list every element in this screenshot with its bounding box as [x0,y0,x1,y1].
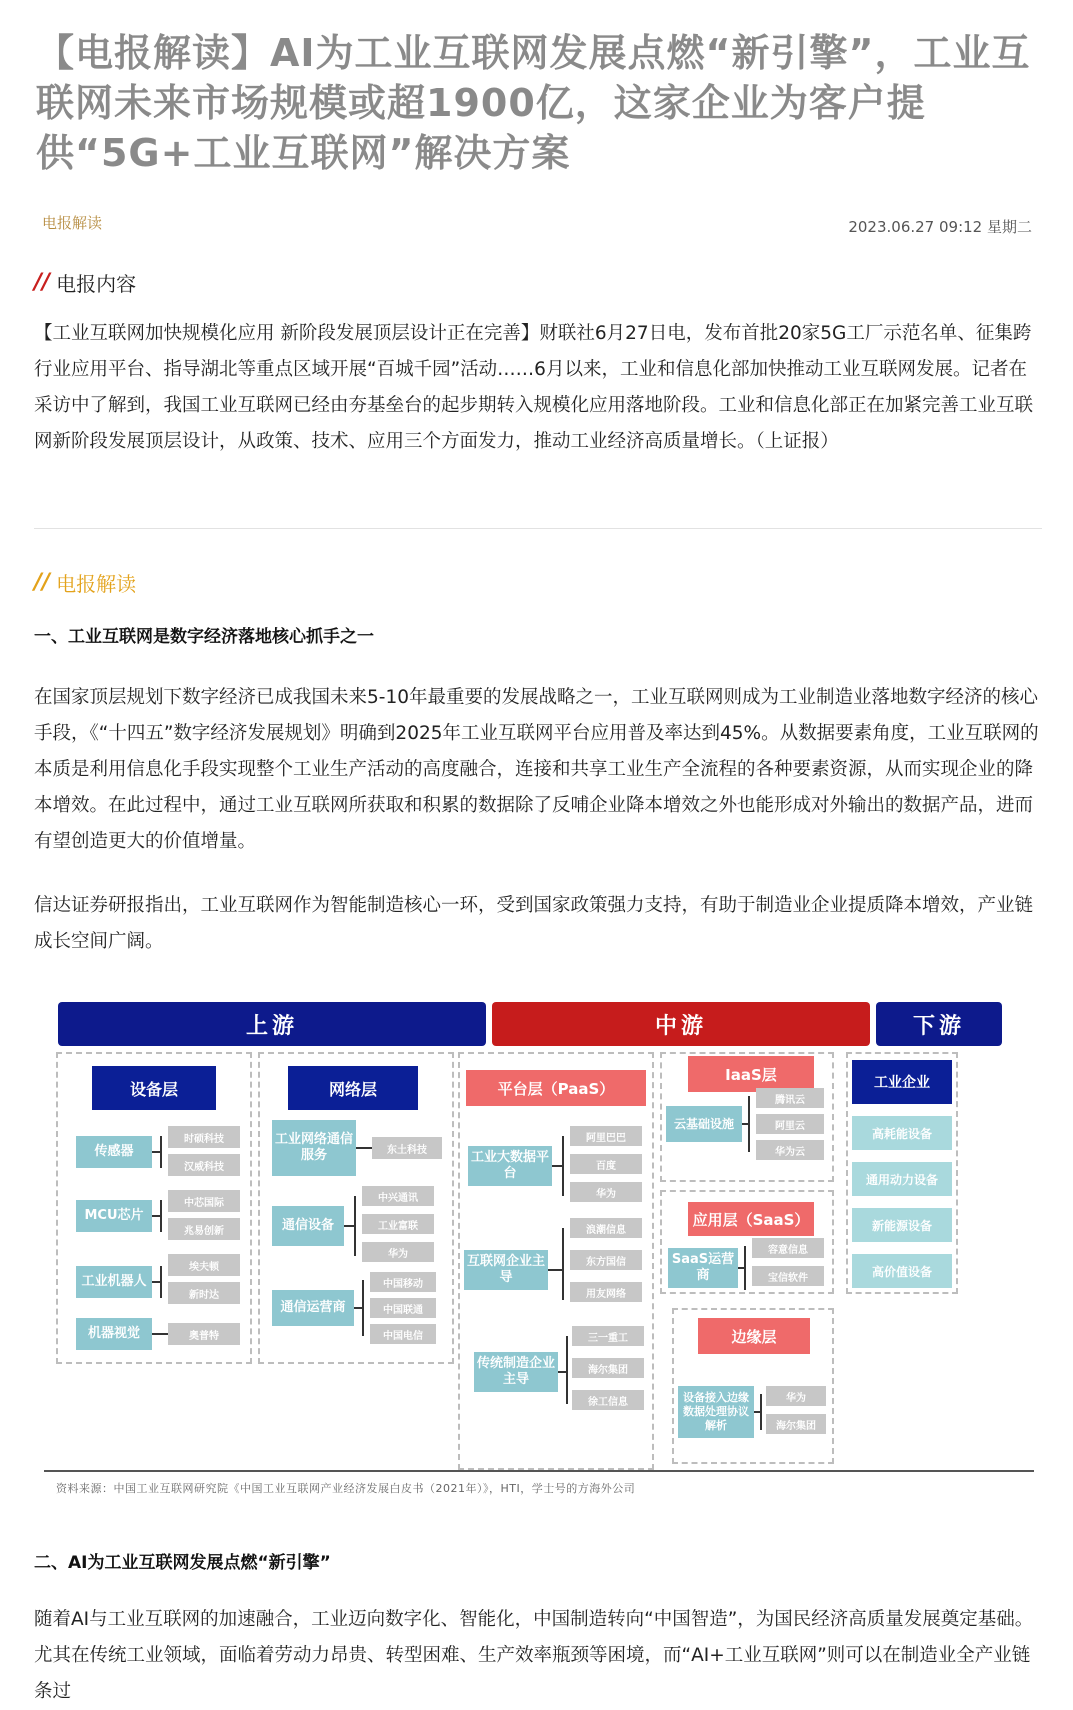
connector [160,1266,162,1298]
paragraph-two: 在国家顶层规划下数字经济已成我国未来5-10年最重要的发展战略之一，工业互联网则成为工业制造业落地数字经济的核心手段，《“十四五”数字经济发展规划》明确到2025年工业互联网平台应用普及率达到45%。从数据要素角度，工业互联网的本质是利用信息化手段实现整个工业生产活动的高度融合，连接和共享工业生产全流程的各种要素资源，从而实现企业的降本增效。在此过程中，通过工业互联网所获取和积累的数据除了反哺企业降本增效之外也能形成对外输出的数据产品，进而有望创造更大的价值增量。 [34,687,1039,852]
edge-leaf: 海尔集团 [766,1414,826,1434]
device-layer-label: 设备层 [92,1066,216,1110]
section-heading-content [34,268,136,297]
enterprise-label: 工业企业 [852,1060,952,1104]
band-upstream: 上游 [58,1002,486,1046]
connector [152,1215,160,1217]
diagram-baseline [44,1470,1034,1472]
section-divider [34,528,1042,529]
connector [562,1136,564,1196]
edge-node: 设备接入边缘数据处理协议解析 [678,1386,754,1438]
section-heading-interpretation [34,568,136,597]
platform-leaf: 用友网络 [570,1282,642,1302]
iaas-leaf: 阿里云 [756,1114,824,1134]
enterprise-item: 新能源设备 [852,1208,952,1242]
iaas-leaf: 腾讯云 [756,1088,824,1108]
network-layer-label: 网络层 [288,1066,418,1110]
band-downstream: 下游 [876,1002,1002,1046]
connector [760,1394,762,1430]
band-midstream: 中游 [492,1002,870,1046]
device-node: MCU芯片 [76,1200,152,1232]
saas-node: SaaS运营商 [668,1248,738,1288]
network-leaf: 中国电信 [370,1324,436,1344]
enterprise-item: 高耗能设备 [852,1116,952,1150]
device-leaf: 埃夫顿 [168,1254,240,1276]
platform-leaf: 海尔集团 [572,1358,644,1378]
network-leaf: 中国移动 [370,1272,436,1292]
edge-leaf: 华为 [766,1386,826,1406]
connector [152,1151,160,1153]
device-node: 传感器 [76,1136,152,1168]
platform-node: 互联网企业主导 [464,1250,548,1290]
device-node: 工业机器人 [76,1266,152,1298]
network-leaf: 工业富联 [362,1214,434,1234]
connector [748,1096,750,1152]
article-title: 【电报解读】AI为工业互联网发展点燃“新引擎”，工业互联网未来市场规模或超1900亿，这家企业为客户提供“5G+工业互联网”解决方案 [36,31,1031,175]
device-leaf: 汉威科技 [168,1154,240,1176]
publish-datetime: 2023.06.27 09:12 星期二 [848,218,1032,236]
diagram-source: 资料来源：中国工业互联网研究院《中国工业互联网产业经济发展白皮书（2021年）》，HTI，学士号的方海外公司 [56,1482,636,1495]
paragraph-four: 随着AI与工业互联网的加速融合，工业迈向数字化、智能化，中国制造转向“中国智造”，为国民经济高质量发展奠定基础。尤其在传统工业领域，面临着劳动力昂贵、转型困难、生产效率瓶颈等困境，而“AI+工业互联网”则可以在制造业全产业链条过 [34,1609,1034,1702]
content-paragraph: 【工业互联网加快规模化应用 新阶段发展顶层设计正在完善】财联社6月27日电，发布首批20家5G工厂示范名单、征集跨行业应用平台、指导湖北等重点区域开展“百城千园”活动……6月以来，工业和信息化部加快推动工业互联网发展。记者在采访中了解到，我国工业互联网已经由夯基垒台的起步期转入规模化应用落地阶段。工业和信息化部正在加紧完善工业互联网新阶段发展顶层设计，从政策、技术、应用三个方面发力，推动工业经济高质量增长。（上证报） [34,323,1034,452]
section-heading-label: 电报解读 [56,572,137,596]
network-leaf: 中国联通 [370,1298,436,1318]
subheading-two: 二、AI为工业互联网发展点燃“新引擎” [34,1553,331,1573]
device-leaf: 新时达 [168,1282,240,1304]
connector [152,1333,168,1335]
platform-node: 工业大数据平台 [468,1146,552,1186]
iaas-node: 云基础设施 [666,1106,742,1142]
platform-leaf: 华为 [570,1182,642,1202]
connector [362,1280,364,1336]
platform-leaf: 阿里巴巴 [570,1126,642,1146]
platform-leaf: 东方国信 [570,1250,642,1270]
device-leaf: 时硕科技 [168,1126,240,1148]
platform-leaf: 三一重工 [572,1326,644,1346]
section-heading-label: 电报内容 [56,272,137,296]
connector [356,1147,372,1149]
subheading-one: 一、工业互联网是数字经济落地核心抓手之一 [34,627,374,647]
platform-leaf: 浪潮信息 [570,1218,642,1238]
platform-node: 传统制造企业主导 [474,1352,558,1392]
device-node: 机器视觉 [76,1318,152,1350]
connector [160,1200,162,1232]
network-node: 通信运营商 [272,1290,354,1326]
platform-layer-label: 平台层（PaaS） [466,1070,646,1106]
connector [160,1136,162,1168]
double-slash-icon: // [34,570,51,595]
connector [562,1228,564,1300]
platform-leaf: 徐工信息 [572,1390,644,1410]
iaas-leaf: 华为云 [756,1140,824,1160]
network-node: 工业网络通信服务 [272,1120,356,1176]
connector [744,1246,746,1290]
category-tag[interactable]: 电报解读 [42,214,103,232]
edge-layer-label: 边缘层 [698,1318,810,1354]
saas-leaf: 容意信息 [752,1238,824,1258]
connector [548,1269,562,1271]
network-leaf: 东土科技 [372,1137,442,1159]
double-slash-icon: // [34,270,51,295]
industry-chain-diagram [44,996,1034,1506]
connector [344,1225,354,1227]
enterprise-item: 通用动力设备 [852,1162,952,1196]
device-leaf: 兆易创新 [168,1218,240,1240]
connector [152,1281,160,1283]
connector [552,1165,562,1167]
enterprise-item: 高价值设备 [852,1254,952,1288]
network-leaf: 中兴通讯 [362,1186,434,1206]
paragraph-three: 信达证券研报指出，工业互联网作为智能制造核心一环，受到国家政策强力支持，有助于制造业企业提质降本增效，产业链成长空间广阔。 [34,895,1034,952]
saas-leaf: 宝信软件 [752,1266,824,1286]
network-leaf: 华为 [362,1242,434,1262]
device-leaf: 奥普特 [168,1323,240,1345]
saas-layer-label: 应用层（SaaS） [688,1202,814,1236]
connector [354,1196,356,1256]
iaas-layer-label: IaaS层 [688,1056,814,1092]
platform-leaf: 百度 [570,1154,642,1174]
network-node: 通信设备 [272,1206,344,1246]
article-meta [42,212,1032,236]
device-leaf: 中芯国际 [168,1190,240,1212]
connector [566,1336,568,1404]
connector [558,1371,566,1373]
